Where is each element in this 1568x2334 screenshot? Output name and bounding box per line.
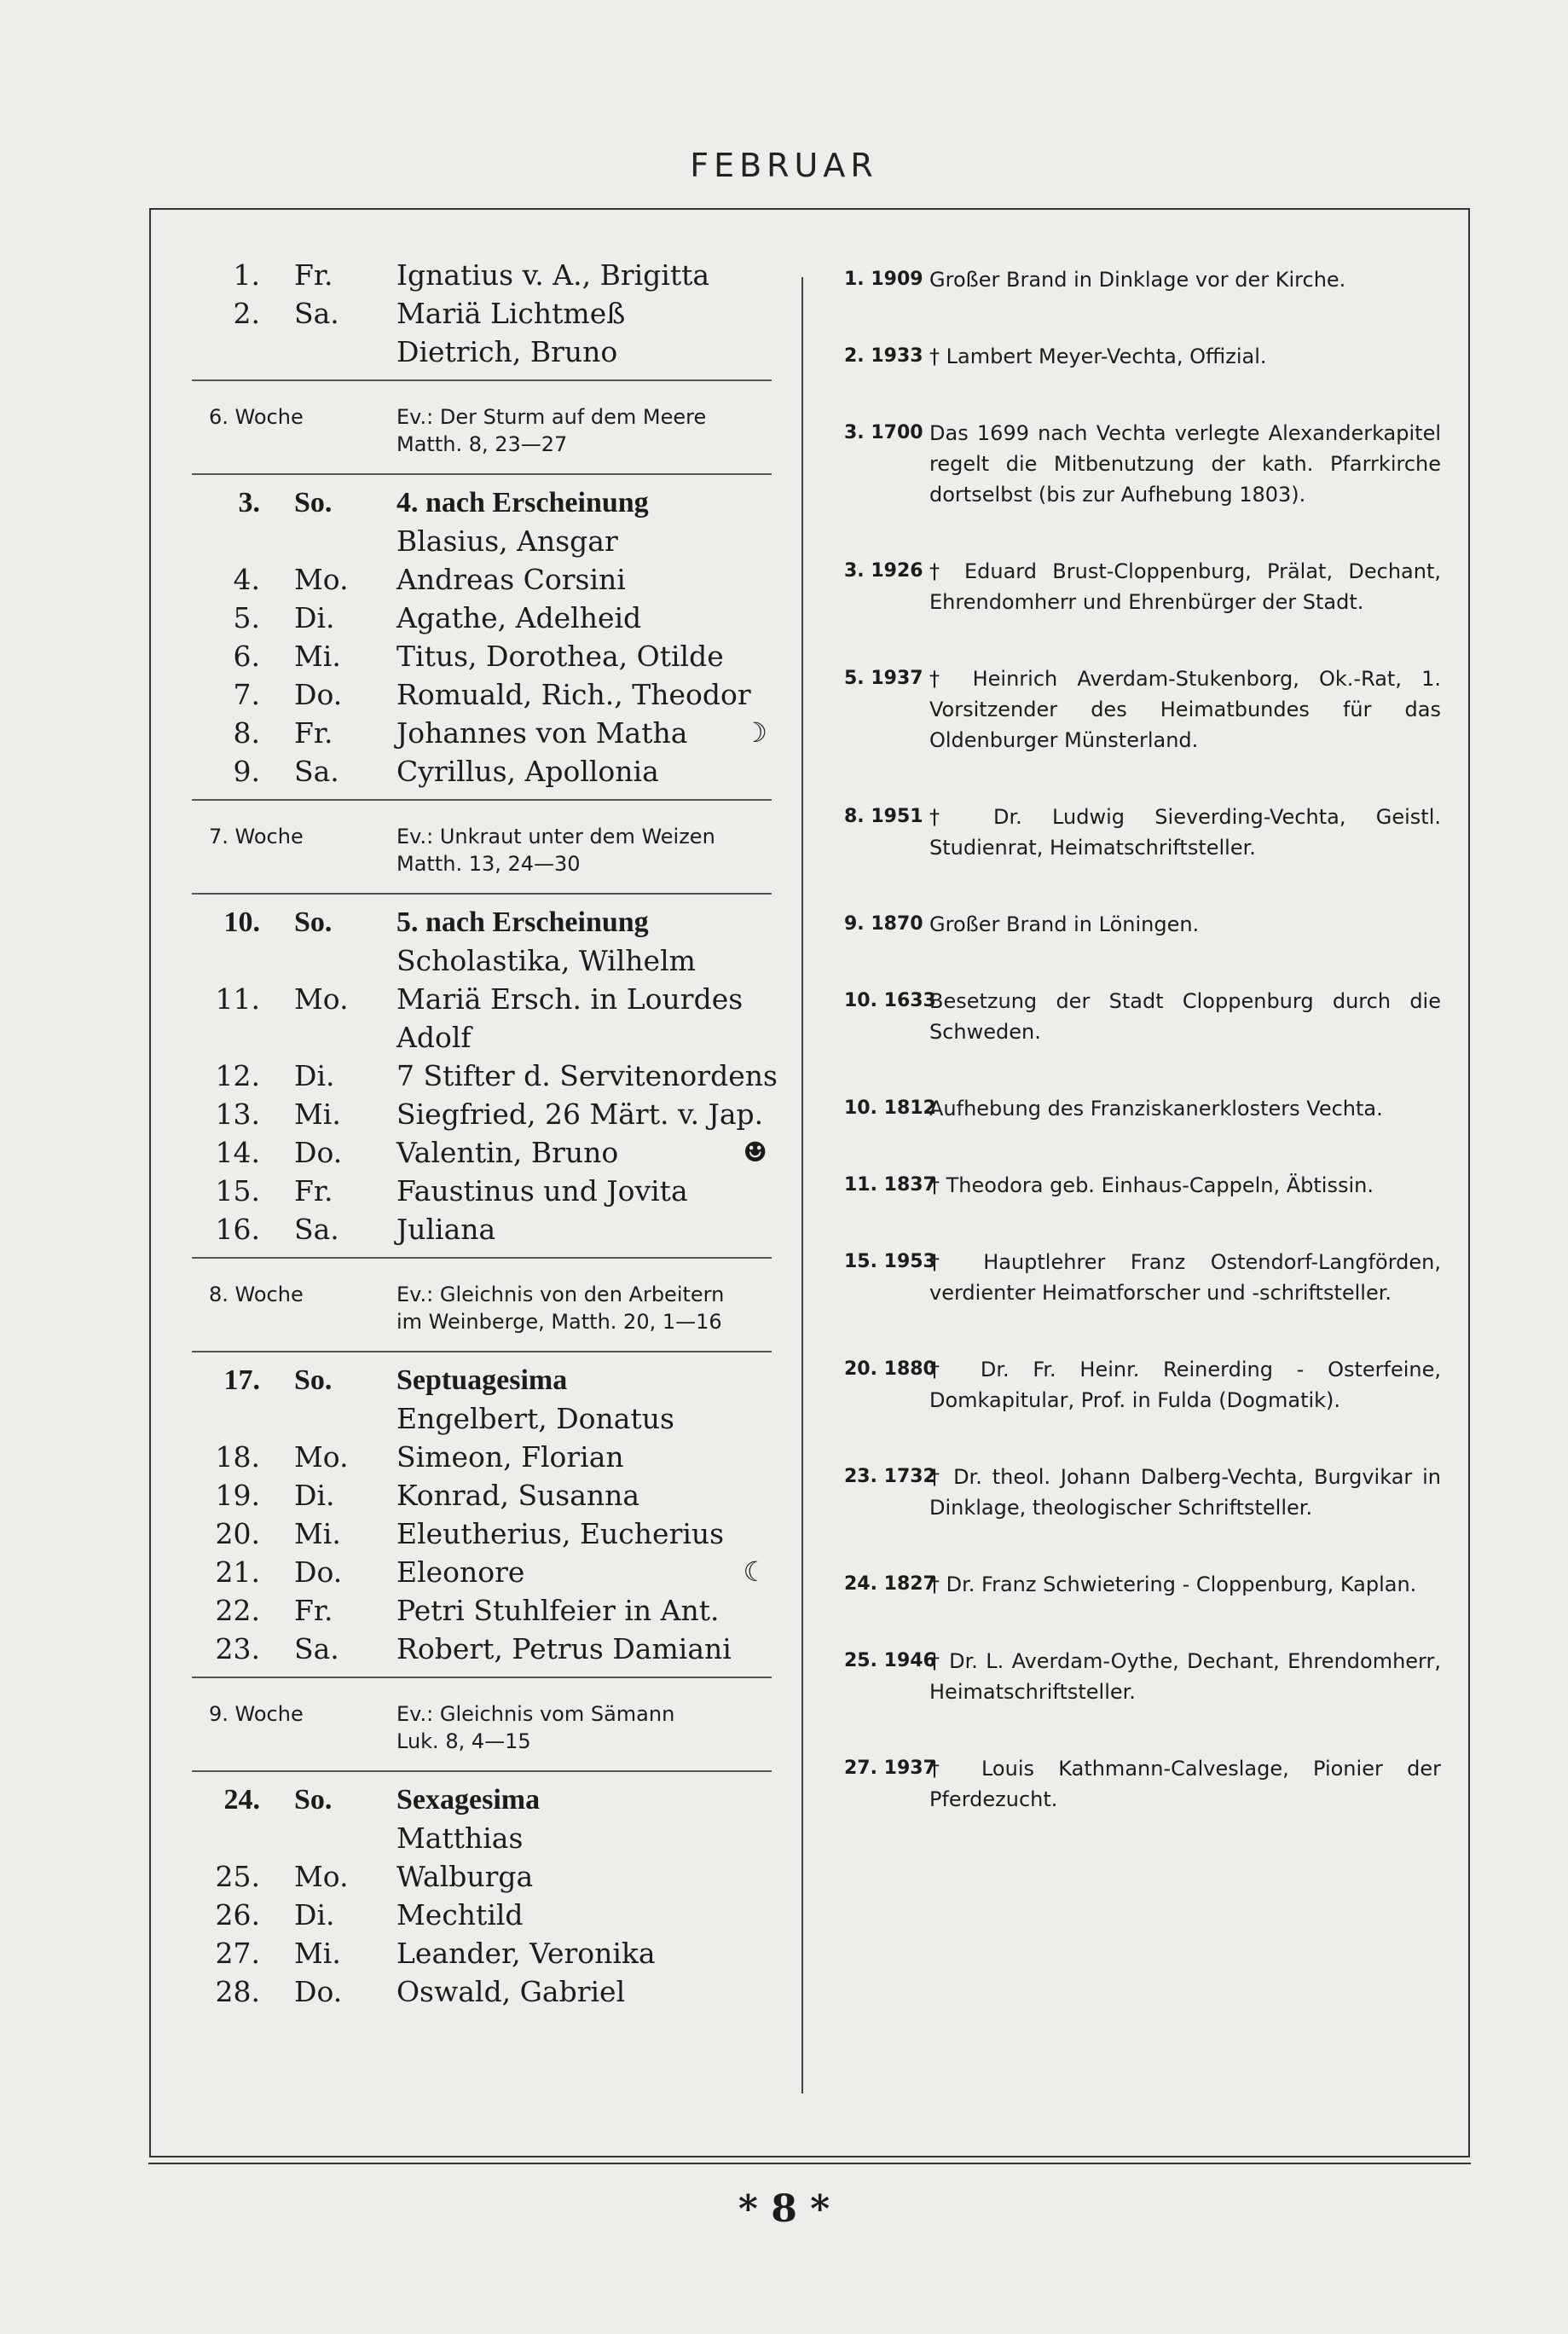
section-rule [192,1677,772,1678]
event-date: 2. 1933 [844,345,923,367]
weekday: Mo. [294,1860,349,1893]
week-label: 6. Woche [209,405,304,429]
event-text: † Eduard Brust-Cloppenburg, Prälat, Dechant, Ehrendomherr und Ehrenbürger der Stadt. [929,559,1441,614]
history-event [844,1354,1441,1416]
saint-names: 7 Stifter d. Servitenordens [396,1059,778,1092]
weekday: Mi. [294,1937,341,1970]
saint-names: Petri Stuhlfeier in Ant. [396,1594,720,1627]
weekday: So. [294,906,333,938]
day-number: 11. [215,982,260,1016]
event-text: Aufhebung des Franziskanerklosters Vechta. [929,1097,1383,1121]
saint-names: Ignatius v. A., Brigitta [396,258,710,292]
history-event [844,1170,1441,1201]
day-number: 28. [215,1975,260,2008]
day-number: 4. [233,563,260,596]
event-text: † Louis Kathmann-Calveslage, Pionier der Pferdezucht. [929,1757,1441,1811]
history-event [844,1569,1441,1600]
saint-names: 5. nach Erscheinung [396,906,649,938]
saint-names: Oswald, Gabriel [396,1975,626,2008]
day-row [192,1210,772,1248]
saint-names: Titus, Dorothea, Otilde [396,640,724,673]
saint-names: Dietrich, Bruno [396,335,618,368]
saint-names: Romuald, Rich., Theodor [396,678,751,711]
gospel-title: Ev.: Gleichnis vom Sämann [396,1702,675,1726]
event-date: 8. 1951 [844,806,923,827]
weekday: So. [294,1364,333,1396]
day-row [192,941,772,980]
history-event [844,663,1441,756]
weekday: Sa. [294,1632,339,1665]
saint-names: Johannes von Matha [396,716,688,750]
weekday: Fr. [294,716,333,750]
section-rule [192,1257,772,1259]
day-number: 1. [233,258,260,292]
weekday: Sa. [294,1213,339,1246]
weekday: Di. [294,1898,335,1931]
day-row [192,1819,772,1857]
event-date: 5. 1937 [844,668,923,689]
week-gospel [192,1687,772,1762]
history-events-column [844,264,1441,1815]
day-row [192,1476,772,1514]
day-number: 24. [223,1784,260,1816]
saint-names: Valentin, Bruno [396,1136,619,1169]
saint-names: Agathe, Adelheid [396,601,642,634]
event-text: Großer Brand in Dinklage vor der Kirche. [929,268,1346,292]
day-row [192,294,772,333]
day-row [192,1399,772,1438]
saint-names: Leander, Veronika [396,1937,656,1970]
day-row [192,980,772,1018]
day-row [192,714,772,752]
day-row [192,333,772,371]
event-date: 20. 1880 [844,1358,936,1380]
section-rule [192,1351,772,1352]
weekday: Sa. [294,755,339,788]
day-row [192,637,772,675]
event-date: 24. 1827 [844,1573,936,1595]
saint-names: Adolf [396,1021,472,1054]
gospel-reference: Matth. 13, 24—30 [396,852,581,876]
gospel-reference: Luk. 8, 4—15 [396,1729,531,1753]
day-number: 14. [215,1136,260,1169]
section-rule [192,1770,772,1772]
saint-names: Mariä Lichtmeß [396,297,626,330]
day-number: 18. [215,1440,260,1474]
day-number: 27. [215,1937,260,1970]
saint-names: Siegfried, 26 Märt. v. Jap. [396,1098,764,1131]
event-text: † Dr. L. Averdam-Oythe, Dechant, Ehrendomherr, Heimatschriftsteller. [929,1649,1441,1704]
saint-names: Eleutherius, Eucherius [396,1517,725,1550]
saint-names: Blasius, Ansgar [396,524,618,558]
weekday: Mi. [294,640,341,673]
history-event [844,1462,1441,1523]
day-row [192,1095,772,1133]
saint-names: Sexagesima [396,1784,541,1816]
history-event [844,802,1441,863]
weekday: Mo. [294,1440,349,1474]
saint-names: Juliana [396,1213,496,1246]
event-text: † Theodora geb. Einhaus-Cappeln, Äbtissin. [929,1173,1374,1197]
saint-names: Robert, Petrus Damiani [396,1632,732,1665]
section-rule [192,799,772,801]
history-event [844,1247,1441,1308]
event-date: 11. 1837 [844,1174,936,1196]
day-number: 3. [238,487,260,518]
week-gospel [192,390,772,465]
event-text: Großer Brand in Löningen. [929,912,1200,936]
event-date: 10. 1633 [844,990,936,1011]
event-date: 15. 1953 [844,1251,936,1272]
day-number: 15. [215,1174,260,1208]
weekday: Do. [294,678,343,711]
event-text: † Dr. theol. Johann Dalberg-Vechta, Burgvikar in Dinklage, theologischer Schriftsteller. [929,1465,1441,1520]
saint-names: Walburga [396,1860,534,1893]
moon-phase-icon: ☾ [743,1555,767,1588]
event-date: 3. 1926 [844,560,923,582]
event-date: 1. 1909 [844,269,923,290]
day-row [192,1857,772,1896]
column-divider [801,277,803,2094]
event-text: † Heinrich Averdam-Stukenborg, Ok.-Rat, 1. Vorsitzender des Heimatbundes für das Oldenburger Münsterland. [929,667,1441,752]
day-number: 13. [215,1098,260,1131]
day-row [192,1057,778,1095]
event-date: 25. 1946 [844,1650,936,1671]
day-row [192,1438,772,1476]
day-row [192,1514,772,1553]
day-row [192,1172,772,1210]
saint-names: Matthias [396,1821,524,1855]
page-title: FEBRUAR [690,147,878,184]
section-rule [192,379,772,381]
day-number: 26. [215,1898,260,1931]
weekday: Mi. [294,1517,341,1550]
weekday: Di. [294,601,335,634]
day-number: 12. [215,1059,260,1092]
weekday: Sa. [294,297,339,330]
history-event [844,341,1441,372]
saint-names: Cyrillus, Apollonia [396,755,659,788]
day-number: 7. [233,678,260,711]
saint-names: Mariä Ersch. in Lourdes [396,982,743,1016]
moon-phase-icon: ☻ [743,1136,767,1168]
day-number: 10. [223,906,260,938]
weekday: Di. [294,1059,335,1092]
day-row [192,256,772,294]
event-text: Besetzung der Stadt Cloppenburg durch die Schweden. [929,989,1441,1044]
saint-names: 4. nach Erscheinung [396,487,649,518]
week-gospel [192,1267,772,1342]
weekday: Fr. [294,258,333,292]
section-rule [192,893,772,895]
day-number: 23. [215,1632,260,1665]
day-row [192,752,772,791]
day-number: 19. [215,1479,260,1512]
event-date: 23. 1732 [844,1466,936,1487]
event-text: † Lambert Meyer-Vechta, Offizial. [929,345,1267,368]
event-date: 9. 1870 [844,913,923,935]
weekday: So. [294,1784,333,1816]
event-text: † Dr. Franz Schwietering - Cloppenburg, Kaplan. [929,1572,1417,1596]
history-event [844,264,1441,295]
day-number: 2. [233,297,260,330]
day-row [192,1934,772,1972]
day-row [192,484,772,522]
gospel-reference: Matth. 8, 23—27 [396,432,568,456]
day-number: 16. [215,1213,260,1246]
weekday: Di. [294,1479,335,1512]
weekday: Do. [294,1136,343,1169]
day-row [192,560,772,599]
day-row [192,1018,772,1057]
gospel-reference: im Weinberge, Matth. 20, 1—16 [396,1310,722,1334]
day-number: 25. [215,1860,260,1893]
weekday: Do. [294,1975,343,2008]
day-row [192,1630,772,1668]
event-date: 3. 1700 [844,422,923,443]
saint-names: Andreas Corsini [396,563,626,596]
day-row [192,1781,772,1819]
history-event [844,986,1441,1047]
event-date: 27. 1937 [844,1758,936,1779]
history-event [844,556,1441,617]
week-gospel [192,809,772,884]
day-number: 8. [233,716,260,750]
day-row [192,1896,772,1934]
day-row [192,1972,772,2011]
saint-names: Engelbert, Donatus [396,1402,674,1435]
gospel-title: Ev.: Der Sturm auf dem Meere [396,405,707,429]
day-number: 17. [223,1364,260,1396]
saint-names: Septuagesima [396,1364,568,1396]
gospel-title: Ev.: Unkraut unter dem Weizen [396,825,715,848]
weekday: Fr. [294,1594,333,1627]
day-row [192,903,772,941]
history-event [844,1646,1441,1707]
day-row [192,1591,772,1630]
event-text: † Hauptlehrer Franz Ostendorf-Langförden, verdienter Heimatforscher und -schriftsteller. [929,1250,1441,1305]
saints-calendar-column [192,256,778,2011]
day-row [192,522,772,560]
day-row [192,1133,772,1172]
moon-phase-icon: ☽ [743,716,767,749]
saint-names: Faustinus und Jovita [396,1174,688,1208]
history-event [844,418,1441,510]
day-row [192,599,772,637]
event-text: † Dr. Fr. Heinr. Reinerding - Osterfeine, Domkapitular, Prof. in Fulda (Dogmatik). [929,1358,1441,1412]
day-number: 5. [233,601,260,634]
gospel-title: Ev.: Gleichnis von den Arbeitern [396,1283,725,1306]
event-date: 10. 1812 [844,1098,936,1119]
history-event [844,1093,1441,1124]
day-row [192,1361,772,1399]
saint-names: Konrad, Susanna [396,1479,640,1512]
weekday: Do. [294,1555,343,1589]
week-label: 8. Woche [209,1283,304,1306]
day-number: 9. [233,755,260,788]
saint-names: Simeon, Florian [396,1440,624,1474]
section-rule [192,473,772,475]
saint-names: Scholastika, Wilhelm [396,944,696,977]
history-event [844,909,1441,940]
week-label: 9. Woche [209,1702,304,1726]
saint-names: Mechtild [396,1898,524,1931]
week-label: 7. Woche [209,825,304,848]
weekday: So. [294,487,333,518]
day-row [192,1553,772,1591]
day-number: 20. [215,1517,260,1550]
day-number: 6. [233,640,260,673]
weekday: Fr. [294,1174,333,1208]
weekday: Mo. [294,563,349,596]
saint-names: Eleonore [396,1555,525,1589]
day-number: 21. [215,1555,260,1589]
weekday: Mi. [294,1098,341,1131]
event-text: † Dr. Ludwig Sieverding-Vechta, Geistl. Studienrat, Heimatschriftsteller. [929,805,1441,860]
weekday: Mo. [294,982,349,1016]
history-event [844,1753,1441,1815]
day-number: 22. [215,1594,260,1627]
day-row [192,675,772,714]
event-text: Das 1699 nach Vechta verlegte Alexanderkapitel regelt die Mitbenutzung der kath. Pfarrkirche dortselbst (bis zur Aufhebung 1803). [929,421,1441,507]
page-number: * 8 * [738,2187,830,2231]
